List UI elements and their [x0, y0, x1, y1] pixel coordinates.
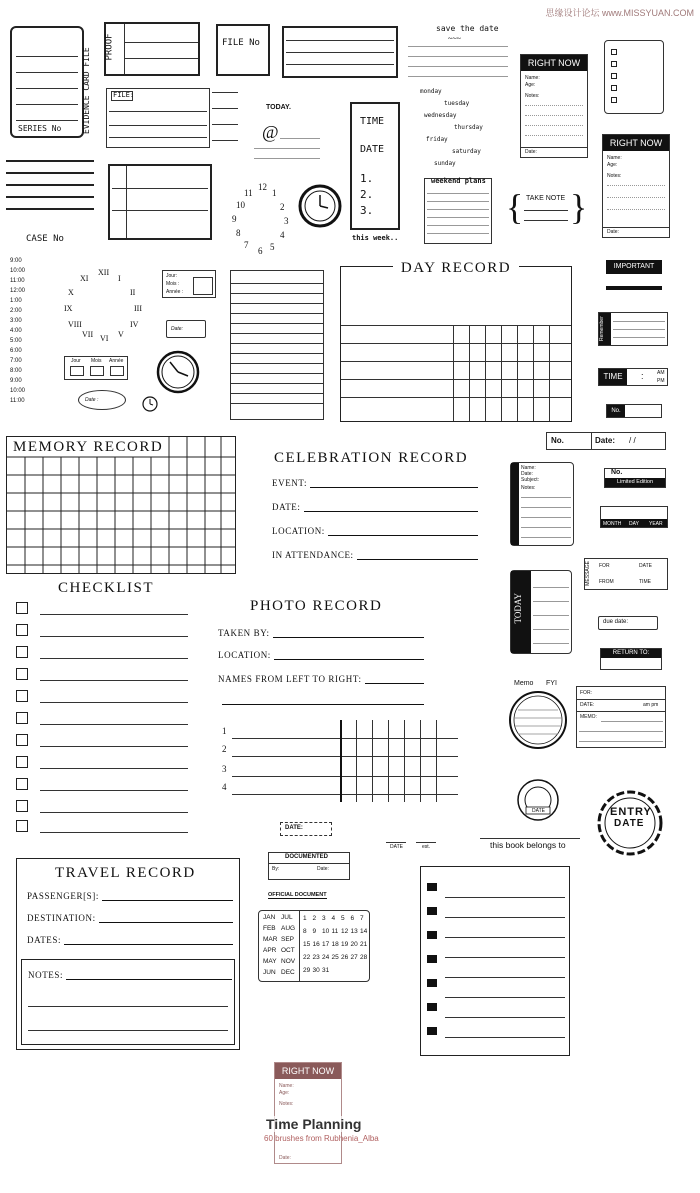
right-brace-icon: } — [570, 187, 588, 227]
no-date-box: No. Date: / / — [546, 432, 666, 450]
file-no-sketch — [216, 24, 270, 76]
take-note-card — [506, 187, 588, 236]
memory-record-grid — [7, 437, 235, 573]
travel-record-title: TRAVEL RECORD — [55, 865, 196, 881]
days-list — [414, 88, 510, 168]
checklist-items — [16, 602, 188, 832]
calendar-day: 19 — [341, 941, 349, 948]
time-label: TIME — [360, 116, 385, 127]
travel-passenger-row: PASSENGER[S]: — [27, 891, 233, 901]
today-vertical-card: TODAY — [510, 570, 572, 654]
entry-date-stamp: ENTRY DATE — [596, 790, 664, 856]
photo-location-row: LOCATION: — [218, 650, 424, 660]
documented-box: DOCUMENTED By: Date: — [268, 852, 350, 880]
date-est-est: est. — [422, 844, 431, 850]
compass-clock-icon — [156, 350, 200, 394]
date-label-sketch: DATE — [360, 144, 385, 155]
hours-column: 9:00 10:00 11:00 12:00 1:00 2:00 3:00 4:00 5:00 6:00 7:00 8:00 9:00 10:00 11:00 — [10, 258, 26, 404]
calendar-day: 22 — [303, 954, 311, 961]
calendar-day: 18 — [331, 941, 339, 948]
checklist-title: CHECKLIST — [58, 580, 154, 596]
day-thursday: thursday — [454, 124, 483, 131]
day-record — [340, 260, 572, 422]
memory-record-title: MEMORY RECORD — [13, 439, 164, 455]
calendar-day: 11 — [331, 928, 339, 935]
today-label: TODAY. — [266, 104, 291, 111]
right-now-name-1: Name: — [525, 75, 540, 81]
return-to-box: RETURN TO: — [600, 648, 662, 670]
dotted-lines — [6, 158, 94, 218]
calendar-day: 14 — [360, 928, 368, 935]
calendar-day: 6 — [350, 915, 355, 922]
message-slip: MESSAGE FOR DATE FROM TIME — [584, 558, 668, 590]
remember-card — [598, 312, 668, 346]
credit-title: Time Planning — [266, 1116, 362, 1132]
celebration-location-row: LOCATION: — [272, 526, 478, 536]
proof-label: PROOF — [104, 33, 115, 61]
calendar-day: 25 — [331, 954, 339, 961]
time-widget: TIME : AM PM — [598, 368, 668, 386]
limited-edition-box: No. Limited Edition — [604, 468, 666, 488]
file-label: FILE: — [113, 91, 135, 99]
num-2: 2. — [360, 188, 374, 201]
day-saturday: saturday — [452, 148, 481, 155]
calendar-day: 27 — [350, 954, 358, 961]
num-3: 3. — [360, 204, 374, 217]
day-record-title — [341, 259, 571, 277]
left-brace-icon: { — [506, 187, 524, 227]
calendar-day: 4 — [331, 915, 336, 922]
memo-label: Memo — [514, 680, 534, 687]
photo-taken-by-row: TAKEN BY: — [218, 628, 424, 638]
at-icon: @ — [262, 122, 279, 142]
calendar-day: 10 — [322, 928, 330, 935]
swirl-icon: ~~~ — [448, 34, 461, 43]
fyi-label: FYI — [546, 680, 557, 687]
belongs-to-label: this book belongs to — [490, 840, 566, 850]
calendar-day: 26 — [341, 954, 349, 961]
calendar-day: 16 — [312, 941, 320, 948]
calendar-day: 13 — [350, 928, 358, 935]
this-week-label: this week.. — [352, 234, 399, 242]
calendar-day: 24 — [322, 954, 330, 961]
travel-record — [16, 858, 240, 1050]
jour-mois-box: Jour: Mois : Année : — [162, 270, 216, 298]
no-box: No. — [606, 404, 662, 418]
jour-mois-annee-box: Jour Mois Année — [64, 356, 128, 380]
day-monday: monday — [420, 88, 442, 95]
right-now-notes-1: Notes: — [525, 93, 540, 99]
right-now-card-1 — [520, 54, 588, 158]
right-now-age-1: Age: — [525, 82, 536, 88]
day-friday: friday — [426, 136, 448, 143]
weekend-plans-card — [424, 178, 492, 244]
due-date-box: due date: — [598, 616, 658, 630]
save-the-date-title: save the date — [436, 24, 499, 33]
lined-notebook-paper — [230, 270, 324, 420]
day-wednesday: wednesday — [424, 112, 457, 119]
proof-sketch — [104, 22, 200, 76]
calendar-day: 1 — [303, 915, 307, 922]
credit-subtitle: 60 brushes from Rubhenia_Alba — [264, 1134, 379, 1143]
day-tuesday: tuesday — [444, 100, 470, 107]
case-no-label: CASE No — [26, 234, 64, 244]
month-day-year-box: MONTH DAY YEAR — [600, 506, 668, 528]
travel-notes-row: NOTES: — [28, 970, 232, 980]
take-note-title: TAKE NOTE — [526, 195, 566, 202]
evidence-card-file-label: EVIDENCE CARD FILE — [82, 47, 91, 134]
weekend-plans-title: weekend plans — [431, 177, 486, 185]
lined-box-sketch — [282, 26, 398, 78]
calendar-day: 31 — [322, 967, 330, 974]
right-now-age-2: Age: — [607, 162, 618, 168]
photo-record-title: PHOTO RECORD — [250, 598, 383, 614]
celebration-record-title: CELEBRATION RECORD — [274, 450, 469, 466]
watermark: 思缘设计论坛 www.MISSYUAN.COM — [545, 8, 694, 18]
today-at-card — [252, 104, 322, 174]
series-label: SERIES No — [18, 124, 62, 133]
pocket-clock-icon — [298, 184, 342, 228]
travel-destination-row: DESTINATION: — [27, 913, 233, 923]
date-tag: Date: — [166, 320, 206, 338]
num-1: 1. — [360, 172, 374, 185]
file-no-label: FILE No — [222, 38, 260, 48]
calendar-card: JAN JUL FEB AUG MAR SEP APR OCT MAY NOV JUN DEC 1 2 3 4 5 6 7 8 9 10 11 12 13 14 15 16 17 18 19 20 21 22 23 24 25 26 27 28 29 30 31 — [258, 910, 370, 982]
calendar-day: 28 — [360, 954, 368, 961]
hand-clock: 12 1 2 3 4 5 6 7 8 9 10 11 — [232, 182, 289, 256]
time-date-card — [350, 102, 400, 230]
checkbox-card — [604, 40, 664, 114]
right-now-notes-2: Notes: — [607, 173, 622, 179]
calendar-day: 5 — [341, 915, 345, 922]
calendar-day: 7 — [360, 915, 364, 922]
calendar-day: 3 — [322, 915, 326, 922]
celebration-attendance-row: IN ATTENDANCE: — [272, 550, 478, 560]
important-label: IMPORTANT — [606, 260, 662, 274]
subject-card: Name: Date: Subject: Notes: — [510, 462, 574, 546]
date-est-date: DATE — [390, 844, 403, 850]
calendar-day: 9 — [312, 928, 317, 935]
right-now-card-3: RIGHT NOW Name: Age: Notes: Date: — [274, 1062, 342, 1164]
memory-record — [6, 436, 236, 574]
calendar-day: 20 — [350, 941, 358, 948]
date-oval: Date : — [78, 390, 126, 410]
right-now-title-1: RIGHT NOW — [521, 55, 587, 71]
calendar-day: 15 — [303, 941, 311, 948]
travel-dates-row: DATES: — [27, 935, 233, 945]
calendar-day: 30 — [312, 967, 320, 974]
right-now-date-1: Date: — [525, 149, 537, 155]
date-box: DATE: — [280, 822, 332, 836]
day-record-title-text: DAY RECORD — [393, 260, 519, 276]
right-now-title-2: RIGHT NOW — [603, 135, 669, 151]
remember-label: Remember — [599, 313, 611, 345]
date-stamp-circle: DATE — [516, 778, 560, 822]
calendar-day: 12 — [341, 928, 349, 935]
small-clock-icon — [142, 396, 158, 412]
celebration-event-row: EVENT: — [272, 478, 478, 488]
right-now-date-2: Date: — [607, 229, 619, 235]
right-now-card-2 — [602, 134, 670, 238]
calendar-day: 21 — [360, 941, 368, 948]
day-sunday: sunday — [434, 160, 456, 167]
calendar-day: 2 — [312, 915, 317, 922]
calendar-day: 29 — [303, 967, 311, 974]
right-now-name-2: Name: — [607, 155, 622, 161]
celebration-date-row: DATE: — [272, 502, 478, 512]
box-sketch — [108, 164, 212, 240]
torn-notebook-page — [420, 866, 570, 1056]
calendar-day: 8 — [303, 928, 307, 935]
roman-clock: XII I II III IV V VI VII VIII IX X XI — [64, 268, 142, 343]
photo-names-row: NAMES FROM LEFT TO RIGHT: — [218, 674, 424, 684]
file-sketch — [106, 88, 210, 148]
photo-grid: 1 2 3 4 — [220, 720, 458, 802]
calendar-day: 23 — [312, 954, 320, 961]
evidence-card-sketch — [10, 26, 84, 138]
official-document-label: OFFICIAL DOCUMENT — [268, 892, 327, 898]
calendar-day: 17 — [322, 941, 330, 948]
memo-circle — [508, 690, 568, 750]
for-memo-card: FOR: DATE: am pm MEMO: — [576, 686, 666, 748]
